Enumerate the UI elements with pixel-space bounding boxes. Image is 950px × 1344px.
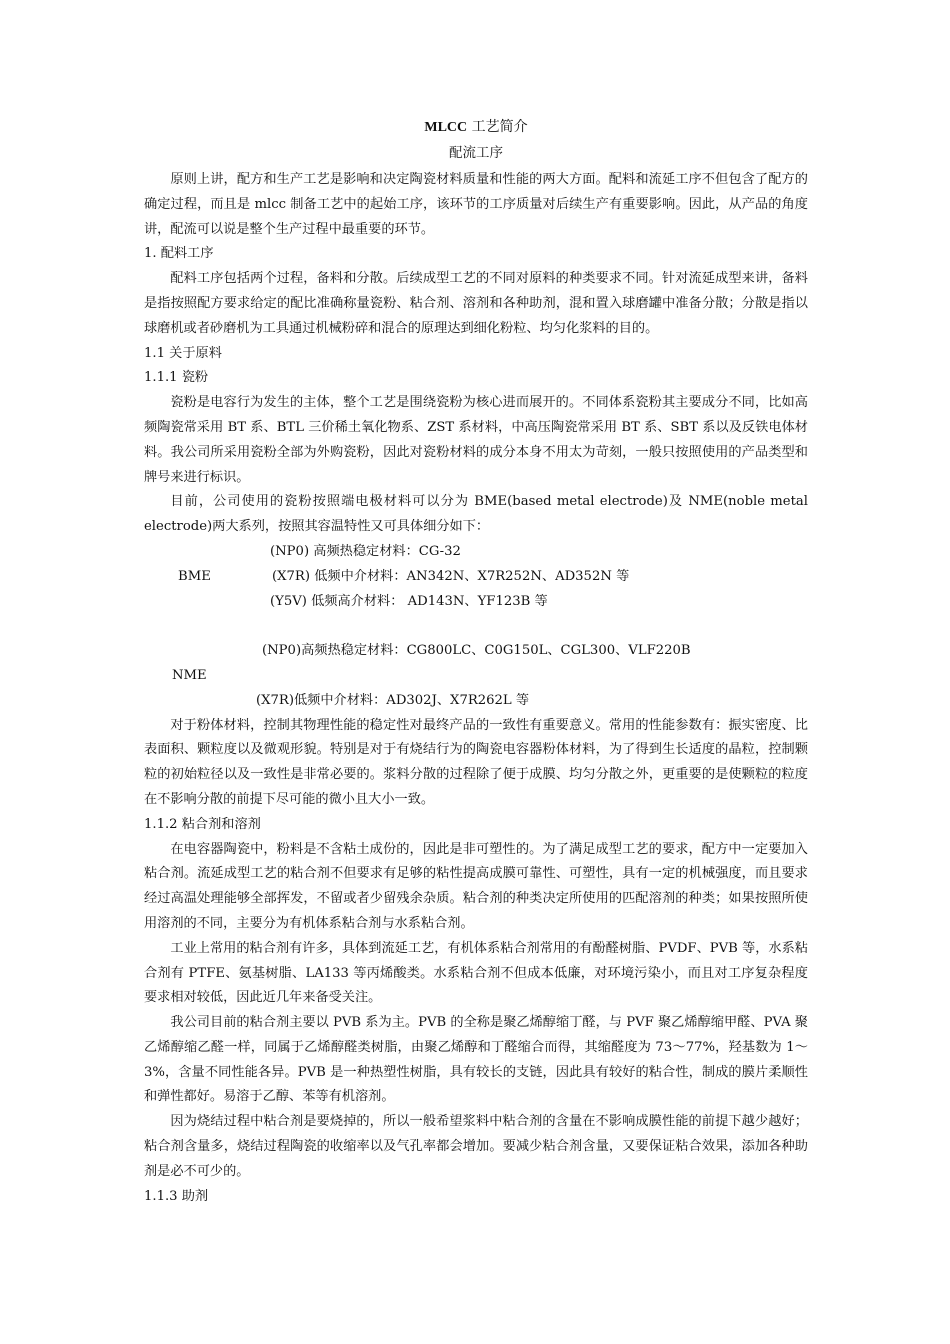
nme-x7r-row: [144, 689, 808, 714]
nme-np0-text: (NP0)高频热稳定材料：CG800LC、C0G150L、CGL300、VLF220B: [262, 643, 691, 659]
paragraph-binder-1: 在电容器陶瓷中，粉料是不含粘土成份的，因此是非可塑性的。为了满足成型工艺的要求，配方中一定要加入粘合剂。流延成型工艺的粘合剂不但要求有足够的粘性提高成膜可靠性、可塑性，具有一定的机械强度，而且要求经过高温处理能够全部挥发，不留或者少留残余杂质。粘合剂的种类决定所使用的匹配溶剂的种类；如果按照所使用溶剂的不同，主要分为有机体系粘合剂与水系粘合剂。: [144, 841, 808, 931]
doc-title-rest: 工艺简介: [471, 119, 528, 135]
doc-subtitle: 配流工序: [449, 145, 503, 161]
doc-title: [144, 116, 808, 139]
nme-np0-row: [144, 639, 808, 664]
bme-label: BME: [178, 568, 211, 584]
paragraph-binder-3: 我公司目前的粘合剂主要以 PVB 系为主。PVB 的全称是聚乙烯醇缩丁醛，与 PVF 聚乙烯醇缩甲醛、PVA 聚乙烯醇缩乙醛一样，同属于乙烯醇醛类树脂，由聚乙烯醇和丁醛缩合而得，其缩醛度为 73～77%，羟基数为 1～3%，含量不同性能各异。PVB 是一种热塑性树脂，具有较长的支链，因此具有较好的粘合性，制成的膜片柔顺性和弹性都好。易溶于乙醇、苯等有机溶剂。: [144, 1015, 808, 1105]
heading-1: 1. 配料工序: [144, 246, 214, 262]
document-page: [144, 116, 808, 1209]
doc-title-bold: MLCC: [424, 120, 468, 135]
bme-np0-text: (NP0) 高频热稳定材料：CG-32: [270, 543, 461, 559]
heading-1-1: 1.1 关于原料: [144, 345, 222, 361]
bme-y5v-row: [144, 590, 808, 615]
nme-label-row: [144, 664, 808, 689]
paragraph-intro: 原则上讲，配方和生产工艺是影响和决定陶瓷材料质量和性能的两大方面。配料和流延工序不但包含了配方的确定过程，而且是 mlcc 制备工艺中的起始工序，该环节的工序质量对后续生产有重要影响。因此，从产品的角度讲，配流可以说是整个生产过程中最重要的环节。: [144, 172, 808, 237]
nme-label: NME: [172, 667, 207, 683]
bme-y5v-text: (Y5V) 低频高介材料： AD143N、YF123B 等: [270, 593, 548, 609]
paragraph-binder-2: 工业上常用的粘合剂有许多，具体到流延工艺，有机体系粘合剂常用的有酚醛树脂、PVDF、PVB 等，水系粘合剂有 PTFE、氨基树脂、LA133 等丙烯酸类。水系粘合剂不但成本低廉，对环境污染小，而且对工序复杂程度要求相对较低，因此近几年来备受关注。: [144, 940, 808, 1006]
bme-x7r-row: [144, 565, 808, 590]
paragraph-powder-3: 对于粉体材料，控制其物理性能的稳定性对最终产品的一致性有重要意义。常用的性能参数有：振实密度、比表面积、颗粒度以及微观形貌。特别是对于有烧结行为的陶瓷电容器粉体材料，为了得到生长适度的晶粒，控制颗粒的初始粒径以及一致性是非常必要的。浆料分散的过程除了便于成膜、均匀分散之外，更重要的是使颗粒的粒度在不影响分散的前提下尽可能的微小且大小一致。: [144, 717, 808, 807]
heading-1-1-3: 1.1.3 助剂: [144, 1188, 209, 1204]
paragraph-binder-4: 因为烧结过程中粘合剂是要烧掉的，所以一般希望浆料中粘合剂的含量在不影响成膜性能的前提下越少越好；粘合剂含量多，烧结过程陶瓷的收缩率以及气孔率都会增加。要减少粘合剂含量，又要保证粘合效果，添加各种助剂是必不可少的。: [144, 1114, 808, 1179]
paragraph-batching: 配料工序包括两个过程，备料和分散。后续成型工艺的不同对原料的种类要求不同。针对流延成型来讲，备料是指按照配方要求给定的配比准确称量瓷粉、粘合剂、溶剂和各种助剂，混和置入球磨罐中准备分散；分散是指以球磨机或者砂磨机为工具通过机械粉碎和混合的原理达到细化粉粒、均匀化浆料的目的。: [144, 271, 808, 336]
bme-np0-row: [144, 540, 808, 565]
heading-1-1-1: 1.1.1 瓷粉: [144, 370, 209, 386]
nme-x7r-text: (X7R)低频中介材料：AD302J、X7R262L 等: [256, 692, 530, 708]
paragraph-powder-1: 瓷粉是电容行为发生的主体，整个工艺是围绕瓷粉为核心进而展开的。不同体系瓷粉其主要成分不同，比如高频陶瓷常采用 BT 系、BTL 三价稀土氧化物系、ZST 系材料，中高压陶瓷常采用 BT 系、SBT 系以及反铁电体材料。我公司所采用瓷粉全部为外购瓷粉，因此对瓷粉材料的成分本身不用太为苛刻，一般只按照使用的产品类型和牌号来进行标识。: [144, 395, 808, 485]
bme-x7r-text: (X7R) 低频中介材料：AN342N、X7R252N、AD352N 等: [272, 568, 630, 584]
spacer: [144, 614, 808, 639]
heading-1-1-2: 1.1.2 粘合剂和溶剂: [144, 816, 261, 832]
paragraph-powder-2: 目前，公司使用的瓷粉按照端电极材料可以分为 BME(based metal electrode)及 NME(noble metal electrode)两大系列，按照其容温特性又可具体细分如下：: [144, 494, 808, 535]
